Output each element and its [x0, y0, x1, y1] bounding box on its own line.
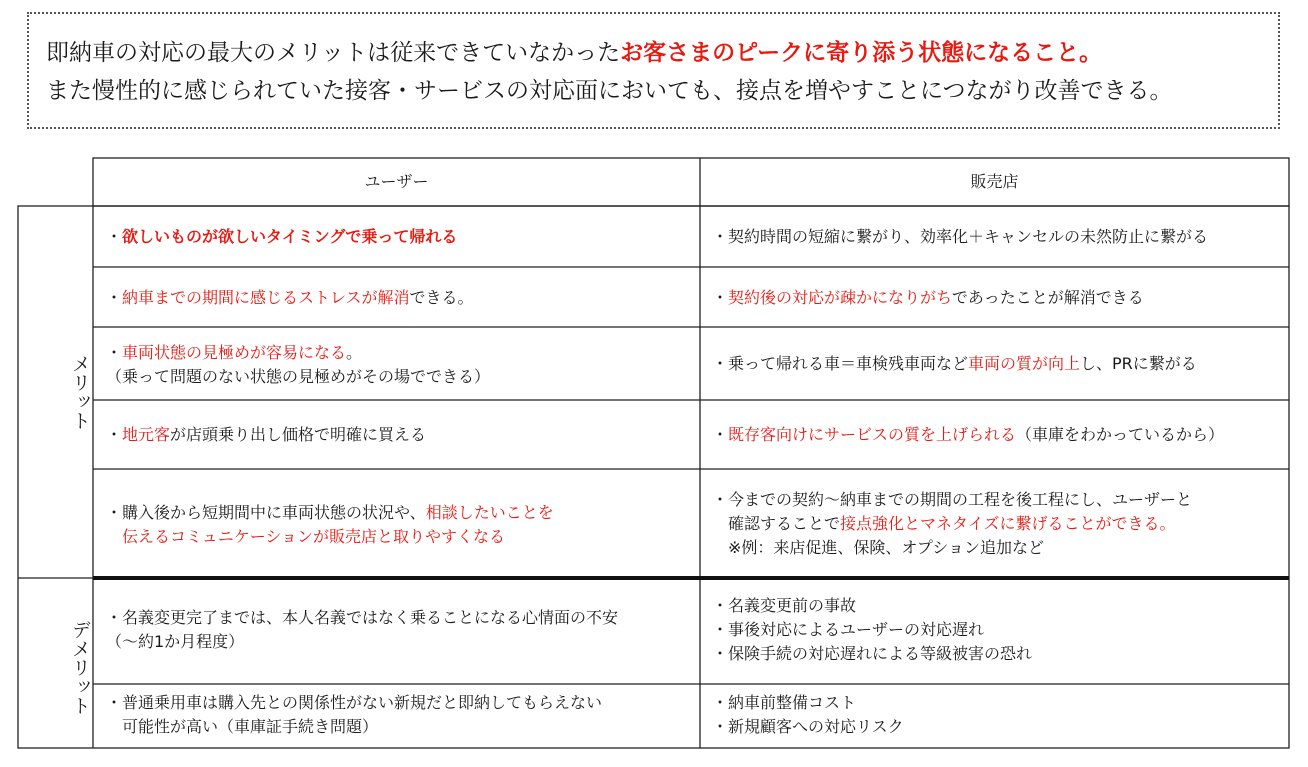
summary-line-2: また慢性的に感じられていた接客・サービスの対応面においても、接点を増やすことにつながり改善できる。	[46, 78, 1173, 104]
cell-text: ・	[712, 288, 729, 307]
cell-line	[712, 618, 1032, 642]
merit-row-5-dealer	[712, 488, 1192, 560]
cell-text: ※例：来店促進、保険、オプション追加など	[712, 538, 1044, 557]
cell-text: ・	[106, 425, 123, 444]
summary-highlight: お客さまのピークに寄り添う状態になること。	[620, 40, 1103, 66]
cell-text: できる。	[409, 288, 474, 307]
cell-text: ・契約時間の短縮に繋がり、効率化＋キャンセルの未然防止に繋がる	[712, 227, 1209, 246]
cell-line	[106, 525, 554, 549]
summary-line-1	[46, 38, 1102, 68]
cell-line	[712, 691, 904, 715]
summary-box	[27, 12, 1280, 129]
cell-line	[712, 488, 1192, 512]
cell-text: 伝えるコミュニケーションが販売店と取りやすくなる	[122, 527, 506, 546]
group-label-demerit: デメリット	[69, 619, 91, 715]
cell-text: であったことが解消できる	[951, 288, 1144, 307]
header-user: ユーザー	[364, 172, 429, 191]
cell-text: ・乗って帰れる車＝車検残車両など	[712, 354, 969, 373]
merit-row-1-dealer	[712, 225, 1208, 249]
cell-text: ・	[712, 425, 729, 444]
cell-text: 接点強化とマネタイズに繋げることができる。	[840, 514, 1176, 533]
merit-row-4-dealer	[712, 423, 1224, 447]
cell-text: ・名義変更完了までは、本人名義ではなく乗ることになる心情面の不安	[106, 608, 619, 627]
merit-row-1-user	[106, 225, 457, 249]
merit-row-3-user	[106, 341, 490, 389]
header-dealer: 販売店	[970, 172, 1019, 191]
demerit-row-2-dealer	[712, 691, 904, 739]
cell-text: ・普通乗用車は購入先との関係性がない新規だと即納してもらえない	[106, 693, 603, 712]
cell-text: ・	[106, 343, 123, 362]
cell-line	[712, 536, 1192, 560]
group-label-merit: メリット	[69, 354, 91, 430]
cell-text: （車庫をわかっているから）	[1016, 425, 1225, 444]
cell-text: ・今までの契約～納車までの期間の工程を後工程にし、ユーザーと	[712, 490, 1193, 509]
demerit-row-1-user	[106, 606, 618, 654]
cell-line	[712, 423, 1224, 447]
cell-line	[106, 423, 426, 447]
cell-line	[712, 352, 1197, 376]
cell-line	[712, 642, 1032, 666]
cell-line	[106, 286, 474, 310]
cell-text: 納車までの期間に感じるストレスが解消	[122, 288, 410, 307]
cell-line	[712, 512, 1192, 536]
cell-text: 車両状態の見極めが容易になる	[122, 343, 347, 362]
cell-text: ・	[106, 288, 123, 307]
merit-row-5-user	[106, 501, 554, 549]
cell-text: が店頭乗り出し価格で明確に買える	[170, 425, 427, 444]
cell-text: 欲しいものが欲しいタイミングで乗って帰れる	[122, 227, 458, 246]
cell-text: 可能性が高い（車庫証手続き問題）	[106, 717, 379, 736]
cell-text: ・名義変更前の事故	[712, 596, 857, 615]
cell-line	[712, 286, 1144, 310]
cell-text: 相談したいことを	[425, 503, 554, 522]
cell-text: 既存客向けにサービスの質を上げられる	[728, 425, 1017, 444]
cell-text: （～約1か月程度）	[106, 632, 245, 651]
cell-text: 地元客	[122, 425, 171, 444]
cell-line	[106, 606, 618, 630]
cell-line	[106, 365, 490, 389]
cell-text: ・購入後から短期間中に車両状態の状況や、	[106, 503, 426, 522]
cell-text: 。	[346, 343, 363, 362]
cell-text: （乗って問題のない状態の見極めがその場でできる）	[106, 367, 491, 386]
merit-row-4-user	[106, 423, 426, 447]
demerit-row-1-dealer	[712, 594, 1032, 666]
cell-text: ・保険手続の対応遅れによる等級被害の恐れ	[712, 644, 1033, 663]
cell-text: ・	[106, 227, 123, 246]
summary-line-1-text: 即納車の対応の最大のメリットは従来できていなかった	[46, 40, 621, 66]
cell-line	[106, 225, 457, 249]
cell-line	[712, 225, 1208, 249]
cell-text: 車両の質が向上	[968, 354, 1081, 373]
merit-row-2-user	[106, 286, 474, 310]
demerit-row-2-user	[106, 691, 602, 739]
cell-line	[106, 630, 618, 654]
cell-line	[712, 594, 1032, 618]
cell-text: ・納車前整備コスト	[712, 693, 857, 712]
cell-line	[106, 715, 602, 739]
cell-text: ・事後対応によるユーザーの対応遅れ	[712, 620, 985, 639]
cell-line	[106, 501, 554, 525]
merit-row-2-dealer	[712, 286, 1144, 310]
cell-text: ・新規顧客への対応リスク	[712, 717, 904, 736]
cell-text: 確認することで	[712, 514, 841, 533]
cell-line	[106, 691, 602, 715]
cell-text	[106, 527, 122, 546]
cell-line	[712, 715, 904, 739]
cell-text: 契約後の対応が疎かになりがち	[728, 288, 952, 307]
cell-text: し、PRに繋がる	[1080, 354, 1197, 373]
merit-row-3-dealer	[712, 352, 1197, 376]
cell-line	[106, 341, 490, 365]
